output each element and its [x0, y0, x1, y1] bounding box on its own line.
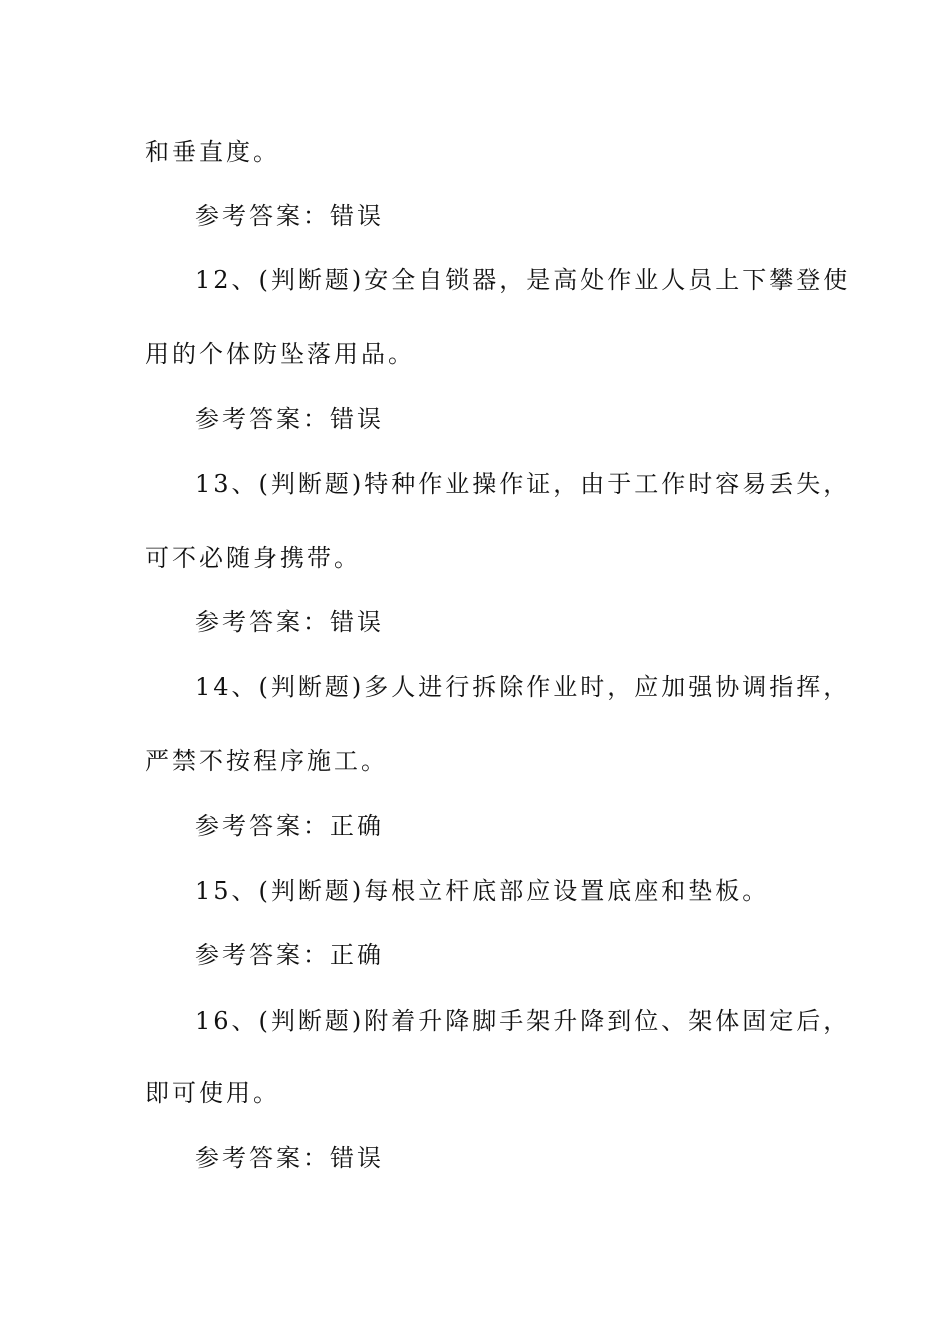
question-12-text-continued: 用的个体防坠落用品。 — [145, 340, 415, 368]
answer-15: 参考答案：正确 — [195, 941, 384, 969]
answer-12: 参考答案：错误 — [195, 405, 384, 433]
answer-16: 参考答案：错误 — [195, 1144, 384, 1172]
question-15-text: 15、(判断题)每根立杆底部应设置底座和垫板。 — [195, 877, 770, 905]
question-13-text: 13、(判断题)特种作业操作证，由于工作时容易丢失， — [195, 470, 851, 498]
answer-11: 参考答案：错误 — [195, 202, 384, 230]
question-14-text: 14、(判断题)多人进行拆除作业时，应加强协调指挥， — [195, 673, 851, 701]
question-16-text: 16、(判断题)附着升降脚手架升降到位、架体固定后， — [195, 1007, 851, 1035]
question-11-text-continued: 和垂直度。 — [145, 138, 280, 166]
question-12-text: 12、(判断题)安全自锁器，是高处作业人员上下攀登使 — [195, 266, 851, 294]
answer-14: 参考答案：正确 — [195, 812, 384, 840]
answer-13: 参考答案：错误 — [195, 608, 384, 636]
question-16-text-continued: 即可使用。 — [145, 1079, 280, 1107]
question-14-text-continued: 严禁不按程序施工。 — [145, 747, 388, 775]
question-13-text-continued: 可不必随身携带。 — [145, 544, 361, 572]
